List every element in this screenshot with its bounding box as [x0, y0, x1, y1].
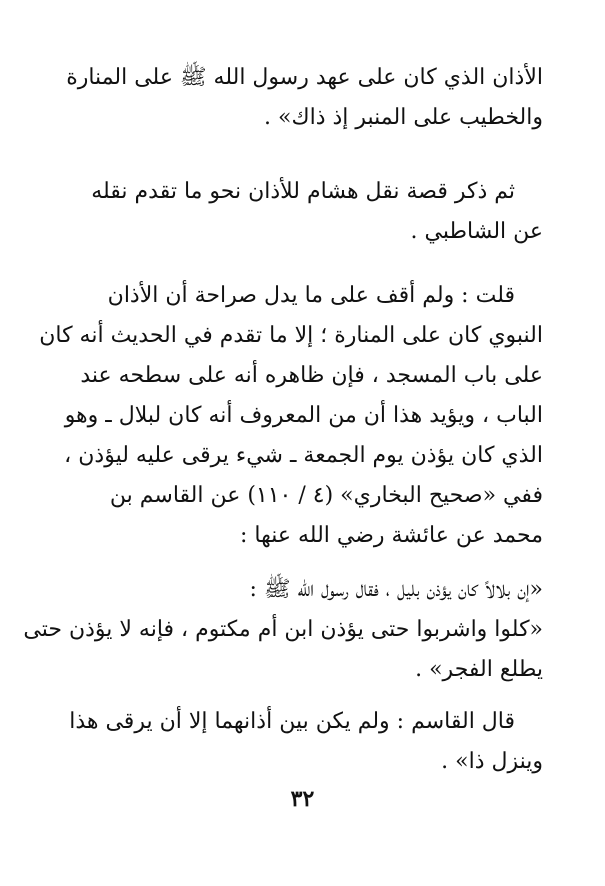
text-line: «كلوا واشربوا حتى يؤذن ابن أم مكتوم ، فإنه لا يؤذن حتى: [23, 617, 543, 642]
text-line: على باب المسجد ، فإن ظاهره أنه على سطحه عند: [80, 363, 543, 388]
text-line: ثم ذكر قصة نقل هشام للأذان نحو ما تقدم نقله: [91, 179, 515, 204]
text-line: ففي «صحيح البخاري» (٤ / ١١٠) عن القاسم بن: [109, 483, 543, 508]
text-line: محمد عن عائشة رضي الله عنها :: [239, 523, 543, 548]
text-line: عن الشاطبي .: [410, 219, 543, 244]
text-line: والخطيب على المنبر إذ ذاك» .: [264, 105, 543, 130]
paragraph-hadith-quote: [23, 570, 543, 690]
text-line: يطلع الفجر» .: [415, 657, 543, 682]
text-line: الباب ، ويؤيد هذا أن من المعروف أنه كان لبلال ـ وهو: [64, 403, 543, 428]
text-line: الأذان الذي كان على عهد رسول الله ﷺ على المنارة: [66, 65, 543, 90]
text-line: «إن بلالاً كان يؤذن بليل ، فقال رسول الله ﷺ :: [249, 577, 543, 602]
text-line: قلت : ولم أقف على ما يدل صراحة أن الأذان: [107, 283, 515, 308]
paragraph-hisham-story: [66, 172, 543, 252]
text-line: الذي كان يؤذن يوم الجمعة ـ شيء يرقى عليه ليؤذن ،: [64, 443, 543, 468]
page-number: ٣٢: [290, 786, 315, 812]
text-line: النبوي كان على المنارة ؛ إلا ما تقدم في الحديث أنه كان: [39, 323, 543, 348]
paragraph-author-comment: [39, 276, 543, 556]
text-line: وينزل ذا» .: [441, 749, 543, 774]
paragraph-qasim-saying: [66, 702, 543, 782]
text-line: قال القاسم : ولم يكن بين أذانهما إلا أن يرقى هذا: [69, 709, 515, 734]
paragraph-adhan-on-minaret: [66, 58, 543, 138]
